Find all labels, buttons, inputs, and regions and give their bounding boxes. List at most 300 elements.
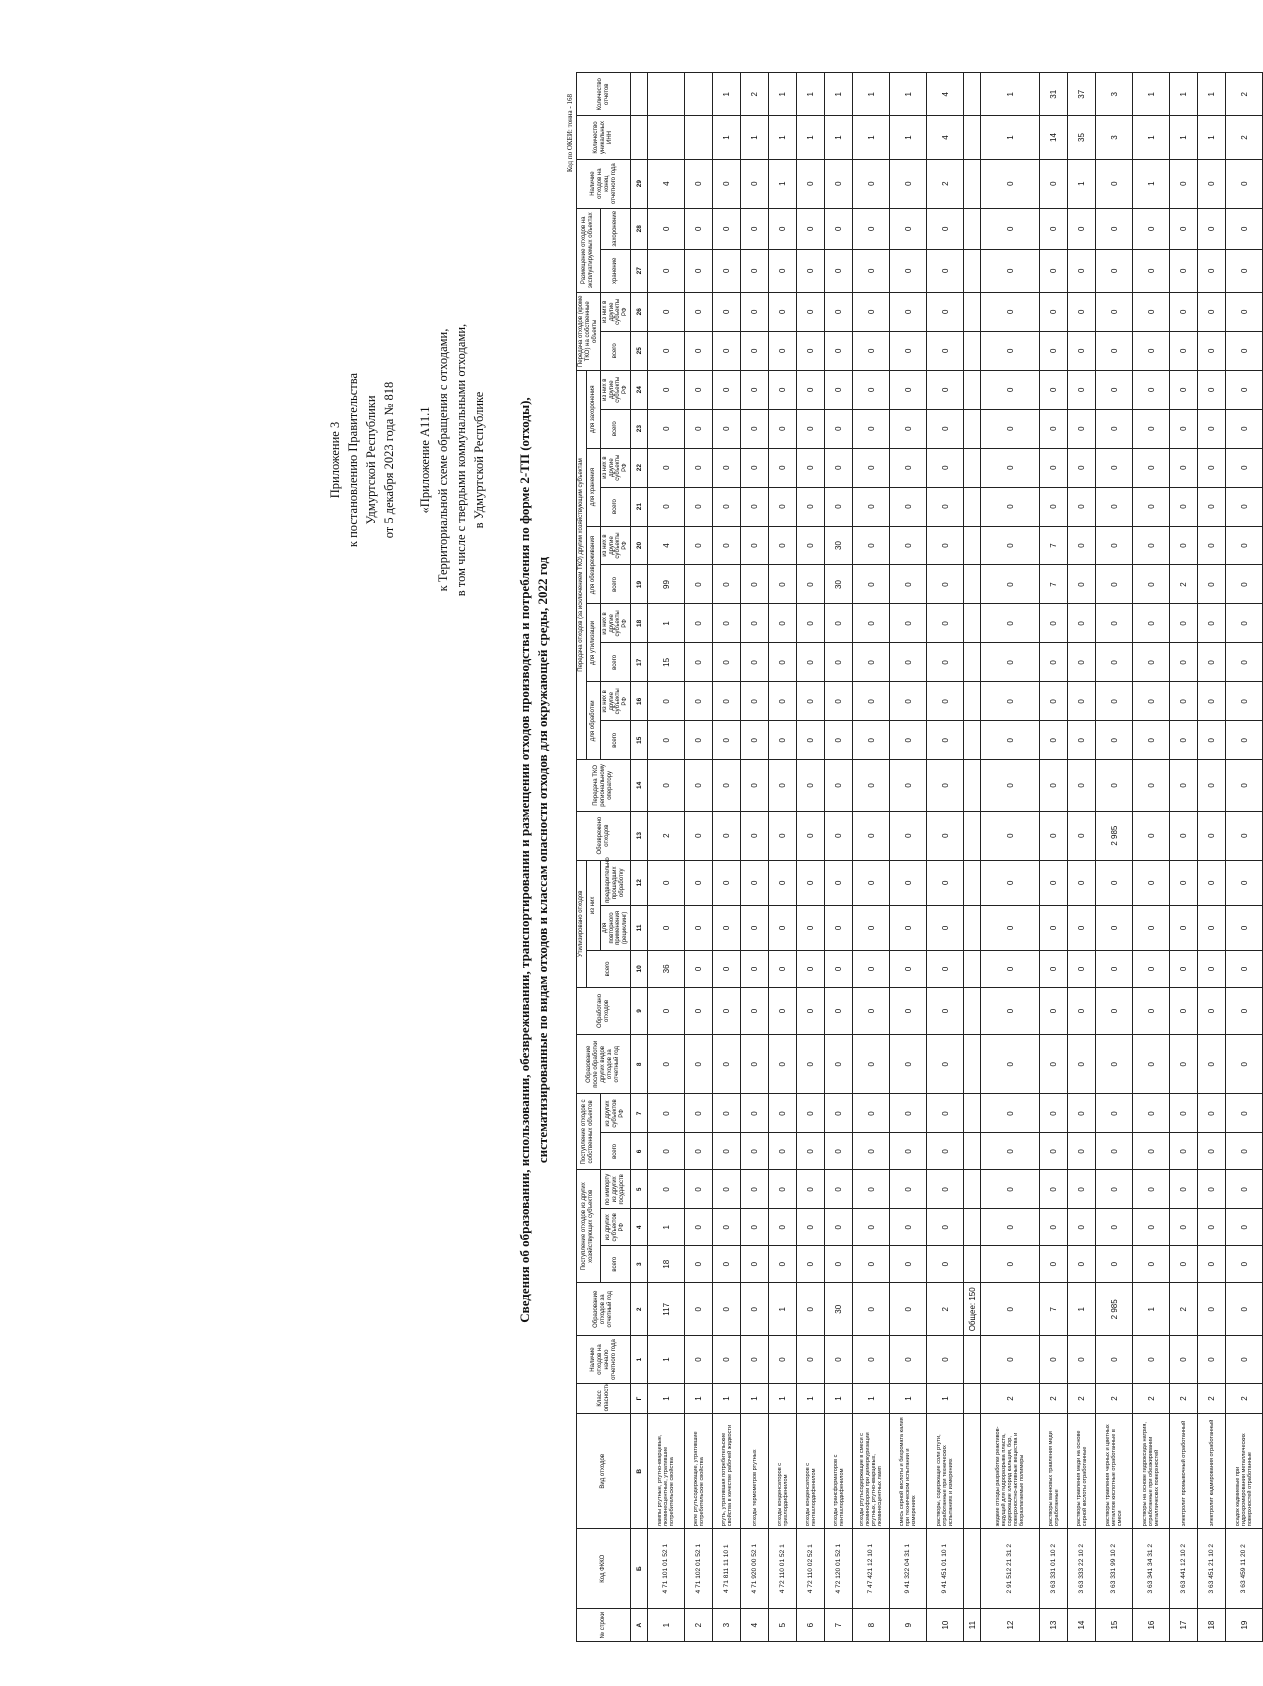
value-cell: 2 (927, 159, 964, 208)
subappendix-line: «Приложение А11.1 (418, 406, 432, 514)
value-cell: 0 (797, 604, 825, 643)
value-cell: 0 (853, 249, 890, 292)
value-cell: 0 (685, 1094, 713, 1133)
fkko-code-cell: 2 91 512 21 31 2 (981, 1529, 1040, 1609)
value-cell: 0 (927, 208, 964, 249)
value-cell: 0 (927, 487, 964, 526)
value-cell (648, 116, 685, 159)
value-cell: 0 (1133, 1094, 1170, 1133)
value-cell: 0 (797, 1094, 825, 1133)
fkko-code-cell: 4 72 110 01 52 1 (769, 1529, 797, 1609)
value-cell: 1 (648, 1336, 685, 1383)
value-cell: 0 (1068, 1336, 1096, 1383)
value-cell: 0 (685, 950, 713, 987)
fkko-code-cell: 4 72 110 02 52 1 (797, 1529, 825, 1609)
value-cell: 0 (853, 370, 890, 409)
table-row (981, 73, 1040, 1642)
value-cell: 0 (741, 159, 769, 208)
value-cell: 1 (1133, 116, 1170, 159)
value-cell: 1 (713, 73, 741, 116)
value-cell: 0 (713, 487, 741, 526)
value-cell: 0 (1198, 370, 1226, 409)
value-cell: 0 (1096, 565, 1133, 604)
header-waste-type: Вид отходов (577, 1414, 631, 1529)
value-cell: 0 (741, 905, 769, 950)
value-cell: 0 (890, 1035, 927, 1094)
column-number: Г (631, 1383, 648, 1414)
value-cell: 0 (890, 1094, 927, 1133)
value-cell: 0 (769, 950, 797, 987)
value-cell: 0 (1198, 208, 1226, 249)
value-cell: 0 (741, 331, 769, 370)
value-cell: 0 (1226, 448, 1263, 487)
value-cell (964, 1246, 981, 1283)
header-for-burial: для захоронения (586, 370, 600, 448)
value-cell: 0 (825, 1246, 853, 1283)
value-cell: 0 (981, 1209, 1040, 1246)
value-cell: 0 (648, 905, 685, 950)
value-cell (964, 1170, 981, 1209)
value-cell: 0 (1068, 905, 1096, 950)
value-cell: 0 (927, 682, 964, 721)
value-cell: 1 (853, 116, 890, 159)
value-cell: 0 (797, 370, 825, 409)
header-neutralized: Обезврежено отходов (577, 811, 631, 860)
header-of-them-other: из них в другие субъекты РФ (600, 292, 631, 331)
value-cell: 0 (769, 292, 797, 331)
value-cell: 2 (1226, 73, 1263, 116)
value-cell: 0 (1040, 409, 1068, 448)
value-cell: 0 (685, 1170, 713, 1209)
value-cell: 0 (927, 370, 964, 409)
fkko-code-cell: 3 63 331 99 10 2 (1096, 1529, 1133, 1609)
header-total: всего (600, 1246, 631, 1283)
value-cell: 0 (1226, 409, 1263, 448)
value-cell: 0 (825, 905, 853, 950)
value-cell: 0 (981, 448, 1040, 487)
header-fkko: Код ФККО (577, 1529, 631, 1609)
value-cell: 0 (741, 1209, 769, 1246)
value-cell: 0 (1133, 811, 1170, 860)
value-cell: 0 (1133, 1336, 1170, 1383)
value-cell: 0 (825, 1035, 853, 1094)
waste-name-cell: лампы ртутные, ртутно-кварцевые, люминесцентные, утратившие потребительские свойства (648, 1414, 685, 1529)
header-by-import: по импорту из других государств (600, 1170, 631, 1209)
value-cell: 0 (1226, 811, 1263, 860)
value-cell: 0 (1170, 1336, 1198, 1383)
hazard-class-cell: 2 (1198, 1383, 1226, 1414)
value-cell: 14 (1040, 116, 1068, 159)
value-cell: 0 (890, 643, 927, 682)
column-number: 14 (631, 760, 648, 811)
value-cell (964, 905, 981, 950)
value-cell: 0 (741, 208, 769, 249)
value-cell: 0 (1040, 760, 1068, 811)
value-cell: 0 (769, 370, 797, 409)
value-cell: 0 (1198, 1336, 1226, 1383)
fkko-code-cell: 4 71 811 11 10 1 (713, 1529, 741, 1609)
value-cell: 0 (797, 987, 825, 1034)
header-total: всего (600, 565, 631, 604)
header-total: всего (600, 409, 631, 448)
value-cell (964, 604, 981, 643)
value-cell: 0 (685, 1246, 713, 1283)
value-cell: 0 (981, 1133, 1040, 1170)
value-cell: 0 (1198, 565, 1226, 604)
value-cell: 0 (890, 565, 927, 604)
value-cell: 0 (713, 208, 741, 249)
value-cell: 0 (1096, 1170, 1133, 1209)
value-cell: 0 (1068, 1035, 1096, 1094)
value-cell: 0 (825, 1209, 853, 1246)
waste-name-cell: растворы на основе гидроксида натрия, отработанные при обезжиривании металлических поверхностей (1133, 1414, 1170, 1529)
waste-name-cell: смесь серной кислоты и бихромата калия при техническом испытании и измерениях (890, 1414, 927, 1529)
hazard-class-cell: 1 (741, 1383, 769, 1414)
header-unique-inn: Количество уникальных ИНН (577, 116, 631, 159)
value-cell: 0 (1170, 331, 1198, 370)
value-cell: 0 (927, 1170, 964, 1209)
value-cell: 0 (890, 987, 927, 1034)
table-row (890, 73, 927, 1642)
value-cell: 0 (825, 331, 853, 370)
value-cell: 0 (769, 1170, 797, 1209)
value-cell: 7 (1040, 1283, 1068, 1336)
value-cell: 0 (1133, 448, 1170, 487)
value-cell: 0 (981, 370, 1040, 409)
value-cell: 0 (1096, 409, 1133, 448)
value-cell: 0 (685, 987, 713, 1034)
value-cell: 0 (797, 643, 825, 682)
value-cell: 37 (1068, 73, 1096, 116)
value-cell: 0 (927, 987, 964, 1034)
header-pre-treatment: предварительно прошедших обработку (600, 860, 631, 905)
column-number: 18 (631, 604, 648, 643)
value-cell: 0 (1226, 1336, 1263, 1383)
value-cell: 1 (1198, 116, 1226, 159)
value-cell: 0 (769, 604, 797, 643)
table-row (1133, 73, 1170, 1642)
fkko-code-cell: 3 63 341 34 31 2 (1133, 1529, 1170, 1609)
appendix-block (326, 250, 399, 670)
value-cell: 0 (685, 1336, 713, 1383)
value-cell: 7 (1040, 565, 1068, 604)
header-of-them-other: из них в другие субъекты РФ (600, 682, 631, 721)
value-cell: 0 (797, 159, 825, 208)
value-cell: 0 (769, 1209, 797, 1246)
value-cell: 4 (927, 73, 964, 116)
value-cell: 0 (741, 1035, 769, 1094)
column-number: 3 (631, 1246, 648, 1283)
value-cell: 0 (890, 1336, 927, 1383)
value-cell: 0 (1198, 526, 1226, 565)
value-cell: 0 (1096, 1094, 1133, 1133)
row-number-cell: 17 (1170, 1609, 1198, 1642)
value-cell: 0 (1198, 1133, 1226, 1170)
value-cell: 0 (769, 905, 797, 950)
value-cell: 3 (1096, 116, 1133, 159)
value-cell (964, 1336, 981, 1383)
value-cell: 0 (769, 1094, 797, 1133)
value-cell: 0 (825, 448, 853, 487)
value-cell: 0 (825, 208, 853, 249)
fkko-code-cell (964, 1529, 981, 1609)
table-row (1040, 73, 1068, 1642)
value-cell: 0 (741, 448, 769, 487)
value-cell (964, 116, 981, 159)
value-cell: 36 (648, 950, 685, 987)
value-cell: 0 (685, 1035, 713, 1094)
hazard-class-cell: 1 (853, 1383, 890, 1414)
hazard-class-cell: 1 (713, 1383, 741, 1414)
column-number: 6 (631, 1133, 648, 1170)
value-cell: 0 (648, 331, 685, 370)
appendix-line: Приложение 3 (328, 421, 342, 499)
value-cell: 0 (1198, 1094, 1226, 1133)
value-cell: 0 (1198, 760, 1226, 811)
fkko-code-cell: 4 71 102 01 52 1 (685, 1529, 713, 1609)
column-number: 15 (631, 721, 648, 760)
value-cell: 0 (1133, 643, 1170, 682)
value-cell: 0 (890, 370, 927, 409)
row-number-cell: 8 (853, 1609, 890, 1642)
value-cell: 0 (1068, 987, 1096, 1034)
value-cell: 0 (853, 643, 890, 682)
value-cell: 0 (1096, 905, 1133, 950)
value-cell: 0 (1133, 905, 1170, 950)
value-cell: 0 (1096, 760, 1133, 811)
value-cell: 0 (1096, 1336, 1133, 1383)
value-cell: 0 (1133, 370, 1170, 409)
value-cell: 0 (981, 409, 1040, 448)
value-cell (964, 292, 981, 331)
fkko-code-cell: 3 63 451 21 10 2 (1198, 1529, 1226, 1609)
header-of-them-other: из них в другие субъекты РФ (600, 604, 631, 643)
value-cell: 0 (1198, 905, 1226, 950)
value-cell: 0 (825, 604, 853, 643)
value-cell: 0 (741, 1246, 769, 1283)
hazard-class-cell (964, 1383, 981, 1414)
header-from-other-subjects: из других субъектов РФ (600, 1094, 631, 1133)
value-cell: 0 (1226, 1094, 1263, 1133)
value-cell: 0 (890, 526, 927, 565)
value-cell: 0 (648, 1170, 685, 1209)
value-cell: 0 (1133, 249, 1170, 292)
value-cell: 0 (1170, 409, 1198, 448)
value-cell: 0 (1198, 159, 1226, 208)
row-number-cell: 16 (1133, 1609, 1170, 1642)
value-cell (964, 1094, 981, 1133)
header-of-them-other: из них в другие субъекты РФ (600, 526, 631, 565)
value-cell: 0 (797, 721, 825, 760)
header-reports: Количество отчетов (577, 73, 631, 116)
value-cell: 0 (981, 249, 1040, 292)
table-row (769, 73, 797, 1642)
value-cell: 0 (1170, 1246, 1198, 1283)
value-cell: 0 (1226, 292, 1263, 331)
value-cell: 0 (741, 292, 769, 331)
value-cell: 0 (685, 565, 713, 604)
value-cell: 0 (1133, 331, 1170, 370)
value-cell: 0 (1170, 208, 1198, 249)
value-cell: 0 (1096, 987, 1133, 1034)
value-cell: 0 (825, 249, 853, 292)
value-cell: 0 (1226, 643, 1263, 682)
value-cell: 0 (685, 604, 713, 643)
column-number (631, 116, 648, 159)
fkko-code-cell: 3 63 333 22 10 2 (1068, 1529, 1096, 1609)
value-cell: 0 (1133, 682, 1170, 721)
value-cell: 0 (685, 811, 713, 860)
header-total: всего (600, 721, 631, 760)
table-row (1170, 73, 1198, 1642)
value-cell: 0 (1068, 565, 1096, 604)
value-cell (964, 811, 981, 860)
value-cell: 0 (1198, 448, 1226, 487)
value-cell: 0 (1170, 643, 1198, 682)
subappendix-line: в том числе с твердыми коммунальными отходами, (454, 323, 469, 597)
value-cell: 0 (1040, 721, 1068, 760)
waste-name-cell (964, 1414, 981, 1529)
value-cell: 0 (981, 208, 1040, 249)
value-cell: 0 (1198, 292, 1226, 331)
value-cell: 0 (769, 526, 797, 565)
fkko-code-cell: 9 41 322 04 31 1 (890, 1529, 927, 1609)
value-cell: 1 (1068, 159, 1096, 208)
hazard-class-cell: 1 (890, 1383, 927, 1414)
value-cell: 0 (797, 760, 825, 811)
value-cell: 0 (741, 643, 769, 682)
value-cell: 0 (1068, 860, 1096, 905)
value-cell: 0 (853, 1283, 890, 1336)
value-cell: 0 (769, 448, 797, 487)
row-number-cell: 7 (825, 1609, 853, 1642)
value-cell: 0 (713, 950, 741, 987)
waste-name-cell: отходы трансформаторов с пентахлордифенилом (825, 1414, 853, 1529)
value-cell: 0 (890, 448, 927, 487)
value-cell (964, 682, 981, 721)
header-total: всего (600, 643, 631, 682)
value-cell: 0 (685, 1209, 713, 1246)
header-row-1 (577, 73, 587, 1642)
value-cell: 0 (927, 526, 964, 565)
value-cell: 0 (890, 760, 927, 811)
value-cell: 0 (981, 682, 1040, 721)
value-cell: 1 (825, 73, 853, 116)
value-cell: 0 (685, 760, 713, 811)
value-cell: 1 (1198, 73, 1226, 116)
value-cell: 7 (1040, 526, 1068, 565)
value-cell: 0 (1040, 1170, 1068, 1209)
okei-code: Код по ОКЕИ: тонна - 168 (566, 94, 574, 173)
value-cell: 0 (1040, 950, 1068, 987)
value-cell: 0 (981, 643, 1040, 682)
value-cell: 1 (1170, 116, 1198, 159)
header-received-own: Поступление отходов с собственных объектов (577, 1094, 601, 1170)
value-cell: 0 (713, 1094, 741, 1133)
value-cell: 0 (981, 1283, 1040, 1336)
row-number-cell: 1 (648, 1609, 685, 1642)
value-cell: 0 (853, 159, 890, 208)
value-cell: 0 (853, 950, 890, 987)
value-cell (964, 487, 981, 526)
value-cell (964, 1035, 981, 1094)
value-cell: 0 (1068, 448, 1096, 487)
hazard-class-cell: 2 (1133, 1383, 1170, 1414)
value-cell: 0 (853, 526, 890, 565)
value-cell: 30 (825, 565, 853, 604)
row-number-cell: 15 (1096, 1609, 1133, 1642)
value-cell: 2 985 (1096, 811, 1133, 860)
value-cell: 0 (981, 1336, 1040, 1383)
value-cell: 1 (1170, 73, 1198, 116)
value-cell: 0 (853, 409, 890, 448)
value-cell: 0 (1068, 604, 1096, 643)
header-utilized-total: всего (586, 950, 630, 987)
value-cell: 0 (853, 292, 890, 331)
title-line-1: Сведения об образовании, использовании, обезвреживании, транспортировании и размещении отходов производства и потребления по форме 2-ТП (отходы), (517, 397, 532, 1323)
value-cell: 0 (797, 448, 825, 487)
value-cell: 0 (981, 1094, 1040, 1133)
row-number-cell: 12 (981, 1609, 1040, 1642)
row-number-cell: 10 (927, 1609, 964, 1642)
value-cell: 0 (685, 1283, 713, 1336)
value-cell: 0 (825, 370, 853, 409)
value-cell: 0 (648, 987, 685, 1034)
value-cell: 0 (685, 682, 713, 721)
value-cell: 0 (685, 448, 713, 487)
value-cell: 0 (1096, 448, 1133, 487)
value-cell: 117 (648, 1283, 685, 1336)
value-cell: 1 (825, 116, 853, 159)
value-cell: 0 (825, 487, 853, 526)
value-cell: 0 (648, 682, 685, 721)
value-cell: 0 (713, 682, 741, 721)
value-cell: 2 (1170, 1283, 1198, 1336)
value-cell: 0 (1133, 604, 1170, 643)
table-body (631, 73, 1263, 1642)
value-cell: 0 (927, 604, 964, 643)
value-cell: 0 (713, 860, 741, 905)
value-cell: 0 (825, 1170, 853, 1209)
value-cell: 0 (713, 1283, 741, 1336)
value-cell: 0 (825, 1336, 853, 1383)
value-cell: 0 (825, 159, 853, 208)
fkko-code-cell: 7 47 421 12 10 1 (853, 1529, 890, 1609)
waste-name-cell: жидкие отходы разработки реактивов-ведущий для гидроразрыва пласта, содержащие хлорид кальция, бор, поверхностно-активные вещества и биоразлагаемые полимеры (981, 1414, 1040, 1529)
value-cell: 0 (981, 487, 1040, 526)
value-cell: 0 (825, 950, 853, 987)
fkko-code-cell: 4 71 920 00 52 1 (741, 1529, 769, 1609)
value-cell: 0 (685, 159, 713, 208)
column-number: 23 (631, 409, 648, 448)
value-cell: 0 (713, 987, 741, 1034)
value-cell: 0 (853, 448, 890, 487)
value-cell: 0 (1133, 1035, 1170, 1094)
value-cell: 30 (825, 1283, 853, 1336)
value-cell: 0 (1133, 760, 1170, 811)
hazard-class-cell: 1 (685, 1383, 713, 1414)
value-cell: 0 (1226, 526, 1263, 565)
value-cell: 0 (713, 721, 741, 760)
value-cell: 0 (1170, 1170, 1198, 1209)
value-cell: 0 (890, 905, 927, 950)
value-cell: 1 (648, 1209, 685, 1246)
waste-name-cell: осадок кадмиевые при гидрохромировании металлических поверхностей отработанные (1226, 1414, 1263, 1529)
value-cell: 0 (927, 1133, 964, 1170)
appendix-line: к постановлению Правительства (346, 372, 361, 548)
value-cell (964, 73, 981, 116)
value-cell: 0 (890, 1170, 927, 1209)
